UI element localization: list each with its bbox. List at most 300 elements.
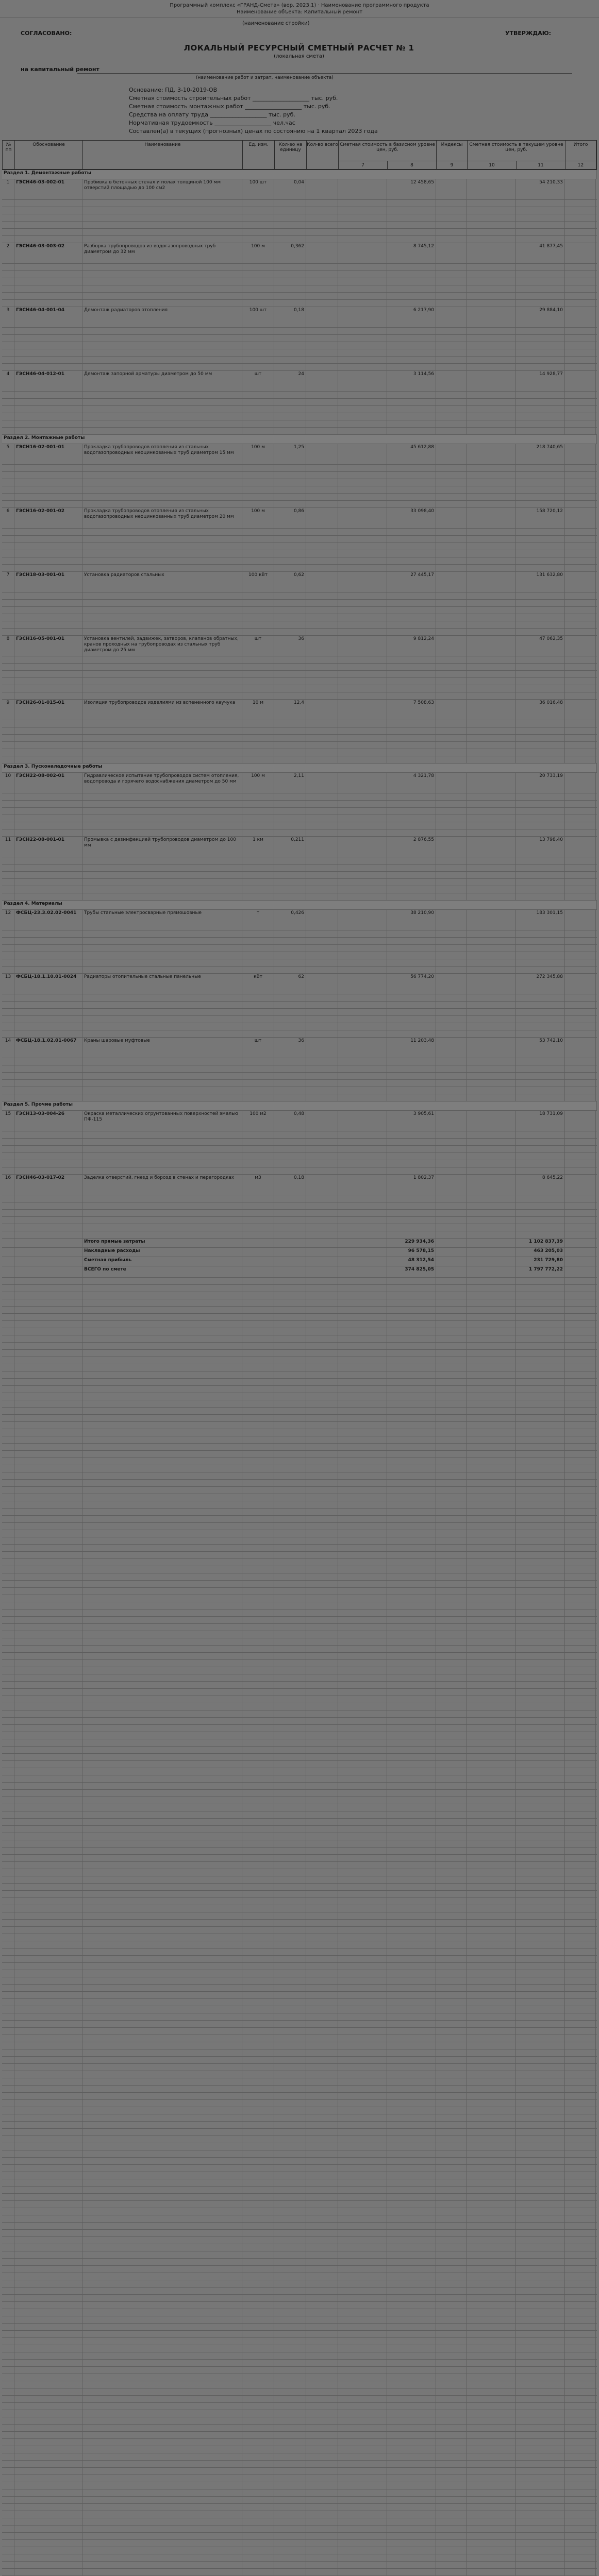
cell-cur: 8 645,22	[516, 1175, 565, 1195]
cell-cur	[516, 529, 565, 535]
sub-row	[2, 300, 597, 307]
cell-qty2	[306, 967, 338, 973]
underline	[77, 73, 572, 74]
cell-idx	[436, 700, 467, 720]
cell-cur	[516, 557, 565, 564]
sub-row	[2, 1210, 597, 1217]
cell-code	[14, 607, 82, 614]
sub-row	[2, 749, 597, 756]
total-row	[2, 1257, 597, 1266]
cell-idx	[436, 420, 467, 427]
cell-c1	[467, 479, 516, 486]
sub-row	[2, 664, 597, 671]
cell-total	[387, 865, 436, 871]
cell-qty: 24	[274, 371, 306, 391]
cell-qty2	[306, 465, 338, 471]
cell-c1	[467, 1153, 516, 1160]
cell-code	[14, 1139, 82, 1145]
cell-total	[387, 550, 436, 557]
cell-cur	[516, 565, 565, 571]
col-header: Наименование	[83, 141, 243, 170]
cell-name	[82, 501, 242, 507]
cell-code	[14, 357, 82, 363]
cell-cur	[516, 1139, 565, 1145]
cell-idx	[436, 614, 467, 621]
cell-name	[82, 278, 242, 285]
cell-cur	[516, 1195, 565, 1202]
cell-c1	[467, 893, 516, 900]
cell-qty	[274, 479, 306, 486]
cell-last	[565, 1023, 596, 1030]
cell-n	[2, 1202, 14, 1209]
cell-total	[387, 607, 436, 614]
cell-cur	[516, 300, 565, 307]
cell-n	[2, 656, 14, 663]
position-row	[2, 307, 597, 328]
cell-name: Трубы стальные электросварные прямошовные	[82, 910, 242, 930]
cell-total	[387, 1167, 436, 1174]
sub-row	[2, 614, 597, 621]
cell-qty2	[306, 236, 338, 243]
cell-total	[387, 413, 436, 420]
cell-code	[14, 1239, 82, 1247]
cell-total	[387, 1153, 436, 1160]
cell-code	[14, 1146, 82, 1153]
cell-name	[82, 720, 242, 727]
cell-qty2	[306, 364, 338, 370]
cell-total	[387, 756, 436, 763]
cell-qty2	[306, 420, 338, 427]
cell-last	[565, 413, 596, 420]
cell-name	[82, 614, 242, 621]
cell-name	[82, 685, 242, 692]
cell-unit: кВт	[242, 974, 274, 994]
cell-qty	[274, 692, 306, 699]
cell-last	[565, 1002, 596, 1008]
cell-c1	[467, 1094, 516, 1101]
cell-unit: 10 м	[242, 700, 274, 720]
cell-b1	[338, 1058, 387, 1065]
cell-c1	[467, 959, 516, 966]
cell-unit	[242, 342, 274, 349]
cell-qty2	[306, 1248, 338, 1257]
cell-qty2	[306, 1030, 338, 1037]
cell-cur	[516, 967, 565, 973]
cell-idx	[436, 179, 467, 199]
cell-qty	[274, 300, 306, 307]
cell-unit	[242, 406, 274, 413]
cell-name	[82, 607, 242, 614]
cell-last	[565, 1160, 596, 1167]
cell-qty	[274, 815, 306, 822]
cell-qty2	[306, 1080, 338, 1087]
cell-unit: т	[242, 910, 274, 930]
cell-name	[82, 952, 242, 959]
position-row	[2, 179, 597, 200]
cell-qty2	[306, 872, 338, 878]
sub-row	[2, 207, 597, 214]
position-row	[2, 572, 597, 592]
cell-qty	[274, 392, 306, 398]
cell-idx	[436, 1231, 467, 1238]
cell-b1	[338, 271, 387, 278]
cell-last	[565, 1217, 596, 1224]
cell-cur	[516, 872, 565, 878]
cell-name	[82, 1087, 242, 1094]
cell-c1	[467, 749, 516, 756]
cell-name	[82, 264, 242, 270]
cell-last	[565, 671, 596, 677]
cell-name	[82, 756, 242, 763]
cell-total	[387, 1087, 436, 1094]
cell-cur	[516, 938, 565, 944]
cell-unit	[242, 529, 274, 535]
cell-name	[82, 822, 242, 829]
cell-total	[387, 1195, 436, 1202]
cell-unit: 100 шт	[242, 179, 274, 199]
cell-n	[2, 1065, 14, 1072]
cell-cur	[516, 815, 565, 822]
cell-total: 33 098,40	[387, 508, 436, 528]
cell-last	[565, 243, 596, 263]
cell-code	[14, 801, 82, 807]
cell-b1	[338, 243, 387, 263]
cell-total	[387, 200, 436, 207]
cell-unit	[242, 857, 274, 864]
cell-name	[82, 1224, 242, 1231]
cell-unit	[242, 536, 274, 543]
sub-row	[2, 229, 597, 236]
cell-total	[387, 994, 436, 1001]
sub-row	[2, 756, 597, 764]
cell-name	[82, 808, 242, 815]
cell-qty2	[306, 756, 338, 763]
cell-qty	[274, 1210, 306, 1216]
cell-qty	[274, 1231, 306, 1238]
cell-unit	[242, 822, 274, 829]
cell-last	[565, 1202, 596, 1209]
cell-qty	[274, 664, 306, 670]
cell-code	[14, 967, 82, 973]
cell-total	[387, 486, 436, 493]
cell-code	[14, 893, 82, 900]
cell-qty2	[306, 938, 338, 944]
cell-qty2	[306, 857, 338, 864]
cell-qty2	[306, 930, 338, 937]
cell-total	[387, 1030, 436, 1037]
cell-qty2	[306, 959, 338, 966]
cell-n	[2, 592, 14, 599]
cell-qty	[274, 945, 306, 952]
cell-n	[2, 1023, 14, 1030]
cell-qty2	[306, 1239, 338, 1247]
cell-cur	[516, 829, 565, 836]
cell-unit: шт	[242, 371, 274, 391]
cell-idx	[436, 808, 467, 815]
cell-code	[14, 328, 82, 334]
col-header: Кол-во всего	[307, 141, 339, 170]
cell-cur	[516, 1146, 565, 1153]
sub-row	[2, 293, 597, 300]
cell-cur	[516, 420, 565, 427]
cell-cur	[516, 335, 565, 342]
cell-unit	[242, 207, 274, 214]
cell-last	[565, 720, 596, 727]
cell-n	[2, 236, 14, 243]
cell-code	[14, 815, 82, 822]
cell-idx	[436, 952, 467, 959]
sub-row	[2, 1002, 597, 1009]
estimate-table	[2, 170, 597, 2576]
sub-row	[2, 678, 597, 685]
cell-idx	[436, 621, 467, 628]
cell-name	[82, 406, 242, 413]
col-header: Ед. изм.	[243, 141, 275, 170]
cell-unit	[242, 685, 274, 692]
cell-c1	[467, 1073, 516, 1079]
cell-c1	[467, 271, 516, 278]
cell-last	[565, 335, 596, 342]
cell-name	[82, 959, 242, 966]
cell-unit	[242, 264, 274, 270]
cell-qty2	[306, 357, 338, 363]
cell-code	[14, 938, 82, 944]
cell-name	[82, 285, 242, 292]
cell-last	[565, 371, 596, 391]
cell-c1	[467, 1224, 516, 1231]
cell-code	[14, 872, 82, 878]
cell-qty	[274, 364, 306, 370]
cell-b1	[338, 413, 387, 420]
cell-n	[2, 222, 14, 228]
sub-row	[2, 872, 597, 879]
cell-b1	[338, 406, 387, 413]
cell-qty2	[306, 614, 338, 621]
cell-idx	[436, 727, 467, 734]
sub-row	[2, 945, 597, 952]
cell-cur	[516, 857, 565, 864]
cell-b1	[338, 349, 387, 356]
section-row	[2, 764, 597, 773]
cell-cur	[516, 808, 565, 815]
cell-name: Гидравлическое испытание трубопроводов систем отопления, водопровода и горячего водоснабжения диаметром до 50 мм	[82, 773, 242, 793]
sub-row	[2, 1139, 597, 1146]
cell-name: Краны шаровые муфтовые	[82, 1038, 242, 1058]
col-header: Обоснование	[15, 141, 83, 170]
cell-unit	[242, 945, 274, 952]
cell-code: ГЭСН16-05-001-01	[14, 636, 82, 656]
cell-c1	[467, 307, 516, 327]
cell-n	[2, 550, 14, 557]
cell-n	[2, 994, 14, 1001]
cell-code	[14, 1009, 82, 1015]
section-title: Раздел 5. Прочие работы	[2, 1101, 597, 1110]
cell-unit	[242, 1224, 274, 1231]
cell-code	[14, 994, 82, 1001]
cell-name	[82, 1131, 242, 1138]
cell-name	[82, 222, 242, 228]
sub-row	[2, 413, 597, 420]
cell-unit	[242, 801, 274, 807]
cell-qty	[274, 1016, 306, 1023]
cell-unit	[242, 214, 274, 221]
cell-c1	[467, 207, 516, 214]
cell-qty: 0,62	[274, 572, 306, 592]
sub-row	[2, 1217, 597, 1224]
cell-last	[565, 837, 596, 857]
cell-name	[82, 1009, 242, 1015]
cell-last	[565, 357, 596, 363]
cell-total: 12 458,65	[387, 179, 436, 199]
cell-total	[387, 428, 436, 434]
cell-last	[565, 557, 596, 564]
cell-name	[82, 1217, 242, 1224]
cell-unit	[242, 229, 274, 235]
cell-qty	[274, 952, 306, 959]
cell-c1	[467, 494, 516, 500]
cell-qty2	[306, 1153, 338, 1160]
sub-row	[2, 543, 597, 550]
position-row	[2, 837, 597, 857]
cell-total	[387, 543, 436, 550]
cell-n	[2, 664, 14, 670]
cell-name	[82, 1065, 242, 1072]
cell-idx	[436, 886, 467, 893]
cell-idx	[436, 671, 467, 677]
cell-unit	[242, 1087, 274, 1094]
cell-last	[565, 543, 596, 550]
cell-b1	[338, 1248, 387, 1257]
cell-last	[565, 1080, 596, 1087]
sub-row	[2, 494, 597, 501]
cell-c1	[467, 349, 516, 356]
cell-qty2	[306, 207, 338, 214]
cell-idx	[436, 1146, 467, 1153]
cell-cur	[516, 822, 565, 829]
cell-last	[565, 793, 596, 800]
cell-code: ГЭСН46-03-002-01	[14, 179, 82, 199]
position-row	[2, 444, 597, 465]
cell-name: Установка радиаторов стальных	[82, 572, 242, 592]
cell-b1	[338, 508, 387, 528]
cell-unit	[242, 1202, 274, 1209]
cell-cur	[516, 1016, 565, 1023]
cell-qty2	[306, 1175, 338, 1195]
cell-n	[2, 1080, 14, 1087]
cell-cur	[516, 1009, 565, 1015]
cell-code	[14, 1167, 82, 1174]
cell-unit	[242, 808, 274, 815]
cell-name	[82, 1195, 242, 1202]
cell-code	[14, 557, 82, 564]
cell-name	[82, 271, 242, 278]
cell-b1	[338, 557, 387, 564]
cell-n	[2, 801, 14, 807]
col-header: Сметная стоимость в базисном уровне цен, руб.	[339, 141, 437, 161]
cell-idx	[436, 994, 467, 1001]
cell-name	[82, 536, 242, 543]
cell-b1	[338, 829, 387, 836]
cell-qty2	[306, 1146, 338, 1153]
cell-unit	[242, 413, 274, 420]
sub-row	[2, 727, 597, 735]
cell-unit	[242, 671, 274, 677]
sub-row	[2, 671, 597, 678]
cell-idx	[436, 264, 467, 270]
cell-n	[2, 1094, 14, 1101]
cell-unit	[242, 1146, 274, 1153]
cell-b1	[338, 420, 387, 427]
sub-row	[2, 1009, 597, 1016]
cell-unit	[242, 815, 274, 822]
cell-qty: 0,18	[274, 307, 306, 327]
cell-unit	[242, 399, 274, 405]
cell-n	[2, 967, 14, 973]
cell-last	[565, 1094, 596, 1101]
cell-last	[565, 959, 596, 966]
cell-qty2	[306, 1087, 338, 1094]
cell-code	[14, 285, 82, 292]
cell-qty	[274, 756, 306, 763]
cell-idx	[436, 328, 467, 334]
cell-b1	[338, 1217, 387, 1224]
cell-idx	[436, 1030, 467, 1037]
sub-row	[2, 857, 597, 865]
cell-qty	[274, 656, 306, 663]
cell-qty2	[306, 1016, 338, 1023]
cell-idx	[436, 1094, 467, 1101]
sub-row	[2, 1131, 597, 1139]
cell-last	[565, 801, 596, 807]
cell-last	[565, 1146, 596, 1153]
cell-unit: м3	[242, 1175, 274, 1195]
cell-idx	[436, 692, 467, 699]
cell-n	[2, 1217, 14, 1224]
cell-name	[82, 629, 242, 635]
cell-b1	[338, 1167, 387, 1174]
cell-c1	[467, 243, 516, 263]
cell-b1	[338, 444, 387, 464]
cell-c1	[467, 293, 516, 299]
cell-name	[82, 793, 242, 800]
cell-name: Изоляция трубопроводов изделиями из вспененного каучука	[82, 700, 242, 720]
cell-idx	[436, 1131, 467, 1138]
cell-last	[565, 1009, 596, 1015]
sub-row	[2, 550, 597, 557]
sub-row	[2, 879, 597, 886]
cell-c1	[467, 1175, 516, 1195]
cell-last	[565, 207, 596, 214]
cell-b1	[338, 756, 387, 763]
cell-total	[387, 822, 436, 829]
cell-b1	[338, 328, 387, 334]
cell-code	[14, 406, 82, 413]
cell-unit	[242, 479, 274, 486]
cell-qty2	[306, 472, 338, 479]
cell-total: 38 210,90	[387, 910, 436, 930]
cell-cur	[516, 930, 565, 937]
cell-n	[2, 1016, 14, 1023]
sub-row	[2, 742, 597, 749]
cell-cur	[516, 720, 565, 727]
cell-idx	[436, 200, 467, 207]
cell-qty2	[306, 671, 338, 677]
cell-n	[2, 486, 14, 493]
cell-b1	[338, 1153, 387, 1160]
cell-name	[82, 801, 242, 807]
cell-n	[2, 879, 14, 886]
cell-unit	[242, 543, 274, 550]
